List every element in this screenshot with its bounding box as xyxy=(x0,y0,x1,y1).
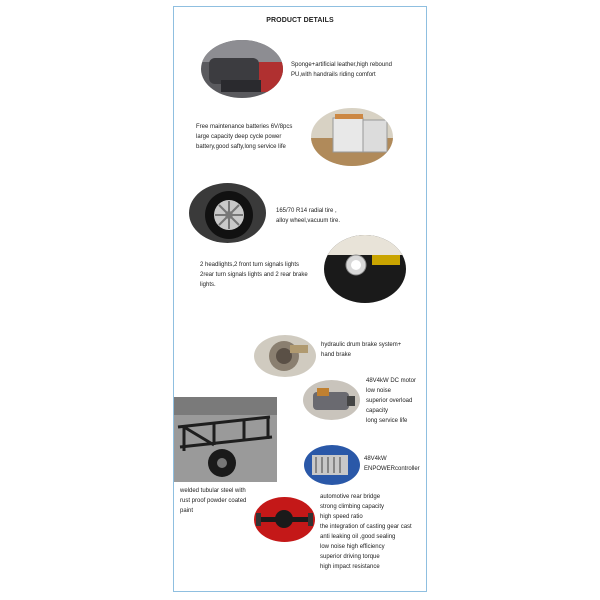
seat-description: Sponge+artificial leather,high rebound PU,with handrails riding comfort xyxy=(291,62,392,78)
page-title: PRODUCT DETAILS xyxy=(266,17,334,24)
controller-image xyxy=(304,445,360,485)
brake-image xyxy=(254,335,316,377)
controller-description: 48V4kW ENPOWERcontroller xyxy=(364,456,420,472)
brake-description: hydraulic drum brake system+ hand brake xyxy=(321,342,402,358)
wheel-description: 165/70 R14 radial tire , alloy wheel,vacuum tire. xyxy=(276,208,341,224)
seat-image xyxy=(201,40,283,98)
headlight-image xyxy=(324,235,406,303)
motor-image xyxy=(303,380,360,420)
wheel-image xyxy=(189,183,266,243)
rear-axle-image xyxy=(254,497,315,542)
motor-description: 48V4kW DC motor low noise superior overload capacity long service life xyxy=(366,378,417,424)
battery-image xyxy=(311,108,393,166)
rear-axle-description: automotive rear bridge strong climbing capacity high speed ratio the integration of casting gear cast anti leaking oil ,good sealing low noise high efficiency superior driving torque high impact resistance xyxy=(320,494,412,570)
chassis-image xyxy=(174,397,277,482)
chassis-description: welded tubular steel with rust proof powder coated paint xyxy=(180,488,247,514)
battery-description: Free maintenance batteries 6V/8pcs large capacity deep cycle power battery,good safty,long service life xyxy=(196,124,293,150)
lights-description: 2 headlights,2 front turn signals lights 2rear turn signals lights and 2 rear brake lights. xyxy=(200,262,308,288)
